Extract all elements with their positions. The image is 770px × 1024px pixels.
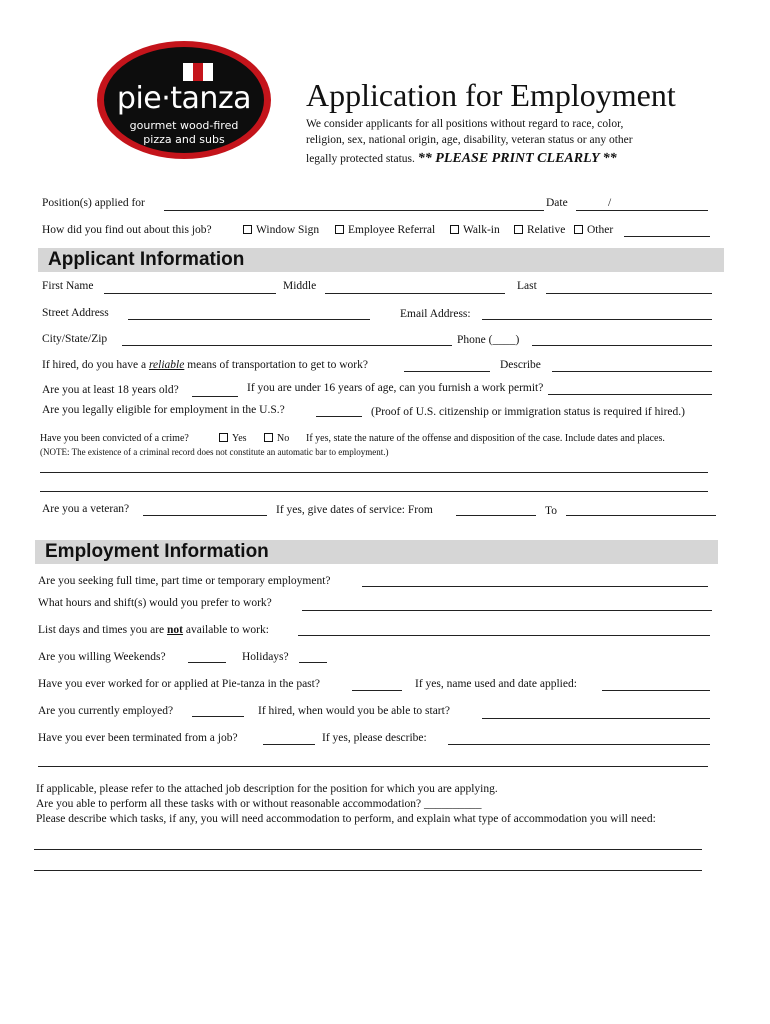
weekends-question: Are you willing Weekends? <box>38 651 166 663</box>
service-from-field[interactable] <box>456 515 536 516</box>
accommodation-answer-line-2[interactable] <box>34 870 702 871</box>
logo-tagline-2: pizza and subs <box>143 133 225 146</box>
crime-note: (NOTE: The existence of a criminal record does not constitute an automatic bar to employment.) <box>40 447 389 457</box>
hours-question: What hours and shift(s) would you prefer to work? <box>38 597 272 609</box>
last-name-label: Last <box>517 280 537 292</box>
italian-flag-icon <box>183 63 213 81</box>
name-used-field[interactable] <box>602 690 710 691</box>
page-title: Application for Employment <box>306 77 676 113</box>
checkbox-icon <box>335 225 344 234</box>
accommodation-line-3: Please describe which tasks, if any, you will need accommodation to perform, and explain what type of accommodation you will need: <box>36 813 656 825</box>
applicant-section-heading: Applicant Information <box>38 248 724 272</box>
days-field[interactable] <box>298 635 710 636</box>
checkbox-icon <box>450 225 459 234</box>
proof-note: (Proof of U.S. citizenship or immigration status is required if hired.) <box>371 406 685 418</box>
worked-question: Have you ever worked for or applied at Pie-tanza in the past? <box>38 678 320 690</box>
accommodation-line-1: If applicable, please refer to the attached job description for the position for which you are applying. <box>36 783 498 795</box>
date-field[interactable] <box>576 210 708 211</box>
describe-label: Describe <box>500 359 541 371</box>
employed-field[interactable] <box>192 716 244 717</box>
employment-section-heading: Employment Information <box>35 540 718 564</box>
terminated-describe-label: If yes, please describe: <box>322 732 427 744</box>
transport-question: If hired, do you have a reliable means of transportation to get to work? <box>42 359 368 371</box>
last-name-field[interactable] <box>546 293 712 294</box>
source-employee-referral[interactable]: Employee Referral <box>335 224 435 236</box>
pietanza-logo <box>97 41 271 159</box>
first-name-field[interactable] <box>104 293 276 294</box>
first-name-label: First Name <box>42 280 94 292</box>
print-clearly-note: ** PLEASE PRINT CLEARLY ** <box>417 151 617 166</box>
crime-question: Have you been convicted of a crime? <box>40 433 189 444</box>
accommodation-line-2: Are you able to perform all these tasks with or without reasonable accommodation? __________ <box>36 798 482 810</box>
describe-field[interactable] <box>552 371 712 372</box>
date-label: Date <box>546 197 568 209</box>
start-field[interactable] <box>482 718 710 719</box>
seeking-field[interactable] <box>362 586 708 587</box>
checkbox-icon <box>574 225 583 234</box>
under16-question: If you are under 16 years of age, can you furnish a work permit? <box>247 382 544 394</box>
logo-badge <box>104 47 264 153</box>
service-to-label: To <box>545 505 557 517</box>
position-label: Position(s) applied for <box>42 197 145 209</box>
date-separator: / <box>608 197 612 209</box>
intro-line-1: We consider applicants for all positions without regard to race, color, <box>306 118 624 130</box>
accommodation-answer-line-1[interactable] <box>34 849 702 850</box>
employed-question: Are you currently employed? <box>38 705 174 717</box>
source-question: How did you find out about this job? <box>42 224 212 236</box>
service-to-field[interactable] <box>566 515 716 516</box>
phone-label: Phone (____) <box>457 334 520 346</box>
crime-detail-line-2[interactable] <box>40 491 708 492</box>
street-field[interactable] <box>128 319 370 320</box>
veteran-field[interactable] <box>143 515 267 516</box>
logo-tagline-1: gourmet wood-fired <box>129 119 239 132</box>
holidays-question: Holidays? <box>242 651 289 663</box>
terminated-describe-field[interactable] <box>448 744 710 745</box>
worked-field[interactable] <box>352 690 402 691</box>
source-relative[interactable]: Relative <box>514 224 565 236</box>
transport-field[interactable] <box>404 371 490 372</box>
middle-name-field[interactable] <box>325 293 505 294</box>
phone-field[interactable] <box>532 345 712 346</box>
middle-name-label: Middle <box>283 280 317 292</box>
source-window-sign[interactable]: Window Sign <box>243 224 319 236</box>
city-field[interactable] <box>122 345 452 346</box>
crime-yes-option[interactable]: Yes <box>219 433 247 444</box>
under16-field[interactable] <box>548 394 712 395</box>
holidays-field[interactable] <box>299 662 327 663</box>
crime-detail-line-1[interactable] <box>40 472 708 473</box>
eligible-field[interactable] <box>316 416 362 417</box>
email-field[interactable] <box>482 319 712 320</box>
position-field[interactable] <box>164 210 544 211</box>
age18-question: Are you at least 18 years old? <box>42 384 179 396</box>
name-used-label: If yes, name used and date applied: <box>415 678 577 690</box>
veteran-question: Are you a veteran? <box>42 503 130 515</box>
intro-line-2: religion, sex, national origin, age, disability, veteran status or any other <box>306 134 633 146</box>
service-from-label: If yes, give dates of service: From <box>276 504 433 516</box>
seeking-question: Are you seeking full time, part time or temporary employment? <box>38 575 331 587</box>
source-walk-in[interactable]: Walk-in <box>450 224 500 236</box>
terminated-question: Have you ever been terminated from a job? <box>38 732 238 744</box>
terminated-field[interactable] <box>263 744 315 745</box>
weekends-field[interactable] <box>188 662 226 663</box>
checkbox-icon <box>264 433 273 442</box>
checkbox-icon <box>243 225 252 234</box>
checkbox-icon <box>514 225 523 234</box>
crime-detail-instructions: If yes, state the nature of the offense and disposition of the case. Include dates and places. <box>306 433 665 444</box>
start-question: If hired, when would you be able to start? <box>258 705 450 717</box>
street-label: Street Address <box>42 307 109 319</box>
source-other-field[interactable] <box>624 236 710 237</box>
terminated-describe-line-2[interactable] <box>38 766 708 767</box>
source-other[interactable]: Other <box>574 224 613 236</box>
age18-field[interactable] <box>192 396 238 397</box>
eligible-question: Are you legally eligible for employment in the U.S.? <box>42 404 285 416</box>
days-question: List days and times you are not available to work: <box>38 624 269 636</box>
intro-line-3: legally protected status. ** PLEASE PRINT CLEARLY ** <box>306 151 617 166</box>
email-label: Email Address: <box>400 308 471 320</box>
hours-field[interactable] <box>302 610 712 611</box>
city-label: City/State/Zip <box>42 333 108 345</box>
logo-brand-text: pie·tanza <box>116 81 252 116</box>
crime-no-option[interactable]: No <box>264 433 289 444</box>
checkbox-icon <box>219 433 228 442</box>
